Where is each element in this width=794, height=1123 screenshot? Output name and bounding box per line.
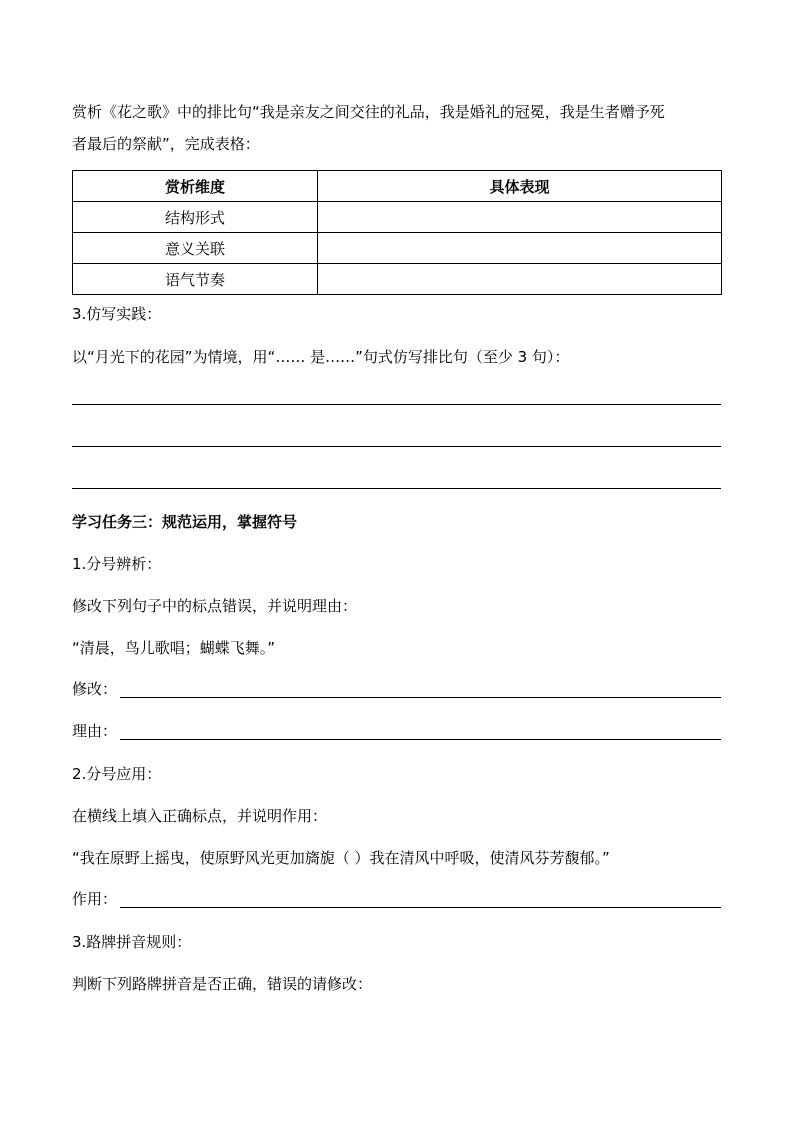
intro-line-1: 赏析《花之歌》中的排比句“我是亲友之间交往的礼品，我是婚礼的冠冕，我是生者赠予死 — [72, 103, 665, 121]
table-cell-dimension: 意义关联 — [73, 233, 318, 264]
answer-line-2[interactable] — [72, 446, 721, 447]
q1-heading: 1.分号辨析： — [72, 555, 162, 573]
q2-instruction: 在横线上填入正确标点，并说明作用： — [72, 807, 328, 825]
table-cell-dimension: 语气节奏 — [73, 264, 318, 295]
table-cell-detail[interactable] — [318, 233, 722, 264]
imitation-prompt: 以“月光下的花园”为情境，用“…… 是……”句式仿写排比句（至少 3 句）： — [72, 348, 570, 366]
reason-row — [72, 720, 721, 742]
q2-sentence: “我在原野上摇曳，使原野风光更加旖旎（ ）我在清风中呼吸，使清风芬芳馥郁。” — [72, 849, 610, 867]
q3-heading: 3.路牌拼音规则： — [72, 933, 192, 951]
task3-title: 学习任务三：规范运用，掌握符号 — [72, 513, 298, 531]
table-cell-detail[interactable] — [318, 202, 722, 233]
table-row — [73, 202, 722, 233]
answer-line-3[interactable] — [72, 488, 721, 489]
q3-instruction: 判断下列路牌拼音是否正确，错误的请修改： — [72, 975, 373, 993]
answer-line-1[interactable] — [72, 404, 721, 405]
imitation-heading: 3.仿写实践： — [72, 305, 162, 323]
table-header-detail: 具体表现 — [318, 171, 722, 202]
table-row — [73, 233, 722, 264]
reason-label: 理由： — [72, 722, 118, 740]
q1-sentence: “清晨，鸟儿歌唱；蝴蝶飞舞。” — [72, 639, 276, 657]
effect-answer-line[interactable] — [120, 907, 721, 908]
revise-label: 修改： — [72, 680, 118, 698]
q2-heading: 2.分号应用： — [72, 765, 162, 783]
table-header-dimension: 赏析维度 — [73, 171, 318, 202]
table-cell-dimension: 结构形式 — [73, 202, 318, 233]
reason-answer-line[interactable] — [120, 739, 721, 740]
effect-row — [72, 888, 721, 910]
q1-instruction: 修改下列句子中的标点错误，并说明理由： — [72, 597, 358, 615]
revise-row — [72, 678, 721, 700]
revise-answer-line[interactable] — [120, 697, 721, 698]
table-cell-detail[interactable] — [318, 264, 722, 295]
intro-line-2: 者最后的祭献”，完成表格： — [72, 135, 260, 153]
appreciation-table — [72, 170, 722, 295]
table-row — [73, 264, 722, 295]
effect-label: 作用： — [72, 890, 118, 908]
table-header-row — [73, 171, 722, 202]
